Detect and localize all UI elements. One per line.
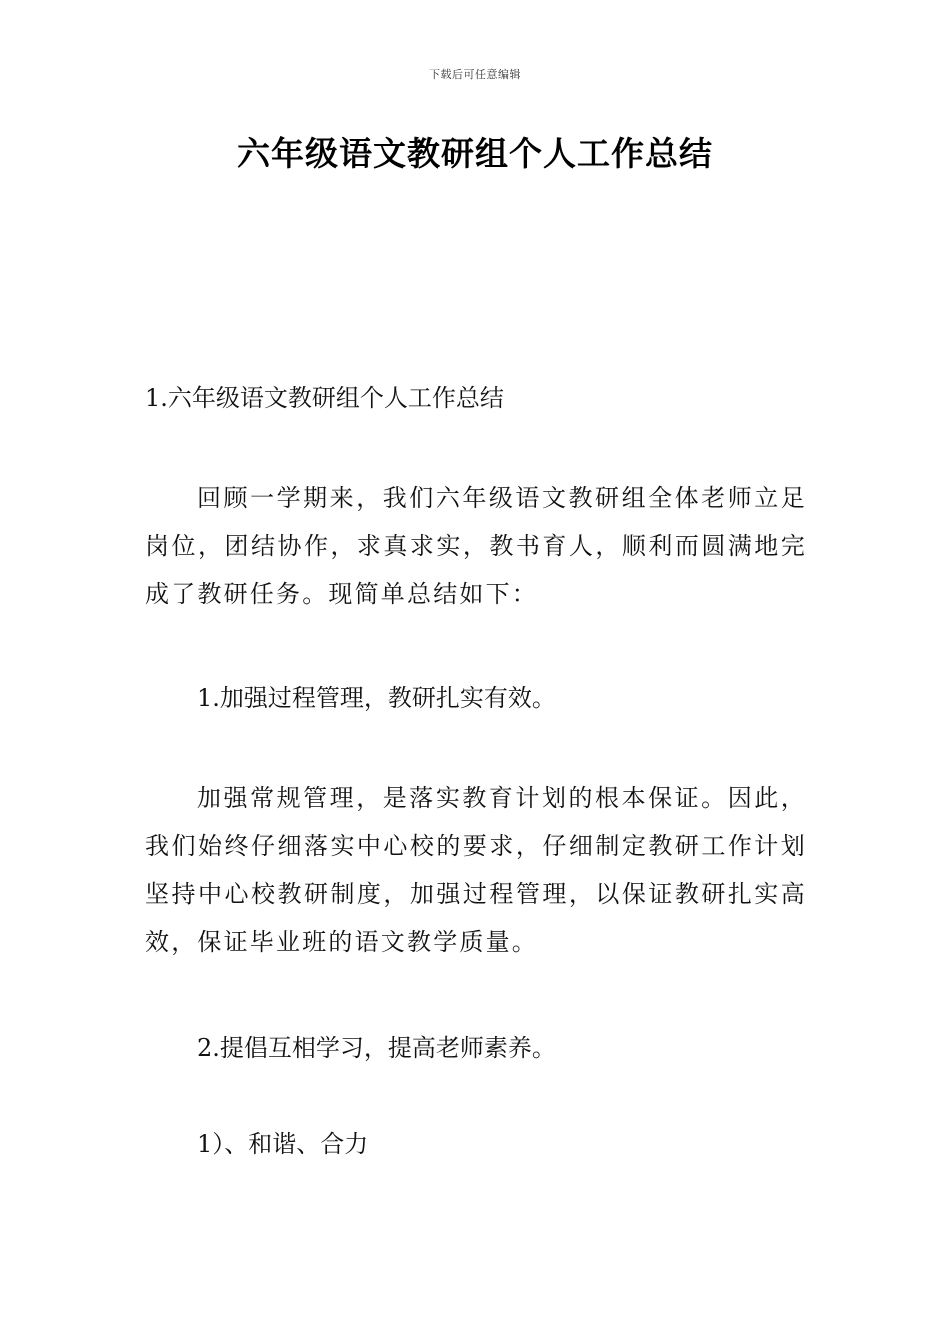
- intro-paragraph: 回顾一学期来，我们六年级语文教研组全体老师立足岗位，团结协作，求真求实，教书育人，顺利而圆满地完成了教研任务。现简单总结如下：: [145, 484, 807, 608]
- section-heading: 1.六年级语文教研组个人工作总结: [145, 384, 504, 412]
- point-2-heading: 2.提倡互相学习，提高老师素养。: [197, 1034, 556, 1062]
- point-1-heading: 1.加强过程管理，教研扎实有效。: [197, 684, 556, 712]
- page-header-note: 下载后可任意编辑: [429, 68, 521, 81]
- sub-point-1: 1）、和谐、合力: [197, 1130, 369, 1158]
- point-1-paragraph: 加强常规管理，是落实教育计划的根本保证。因此，我们始终仔细落实中心校的要求，仔细制定教研工作计划坚持中心校教研制度，加强过程管理，以保证教研扎实高效，保证毕业班的语文教学质量。: [145, 784, 807, 956]
- document-title: 六年级语文教研组个人工作总结: [237, 134, 713, 173]
